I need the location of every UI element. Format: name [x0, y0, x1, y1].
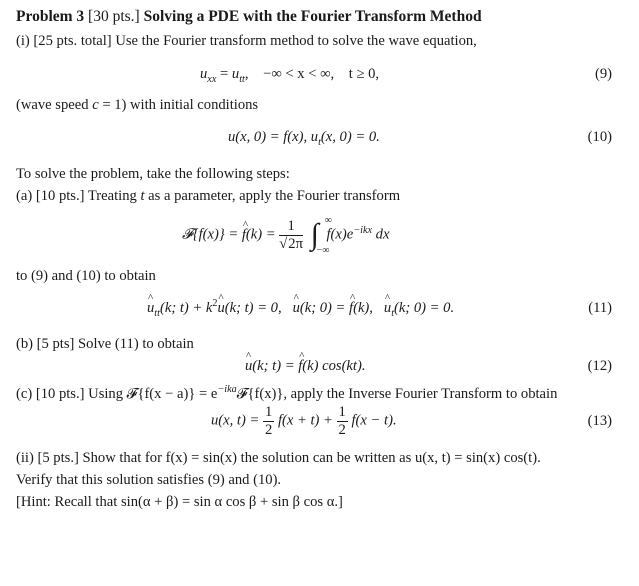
eq11-uhat-2: ^ u [217, 300, 224, 317]
integral-icon [310, 215, 332, 257]
equation-number-13: (13) [587, 413, 612, 429]
step-c-label: (c) [10 pts.] [16, 386, 85, 402]
part-ii-line2: Verify that this solution satisfies (9) and (10). [16, 472, 282, 488]
eq11-part10: (k; 0) = 0. [394, 300, 455, 316]
eq13-half-num: 1 [265, 404, 273, 420]
eq12-part4: (k) cos(kt). [302, 358, 366, 374]
problem-points: [30 pts.] [88, 8, 140, 25]
eq10-sub: t [318, 136, 321, 148]
step-b-body: Solve (11) to obtain [78, 336, 194, 352]
eq11-sub-tt: tt [154, 307, 160, 319]
eq13-lhs: u(x, t) = [211, 412, 263, 429]
ft-fhat: ^ f [242, 227, 246, 244]
eq10-part1: u(x, 0) = f(x), u [228, 129, 319, 145]
ft-integrand: f(x)e [326, 226, 354, 243]
part-ii-label: (ii) [5 pts.] [16, 450, 79, 466]
eq9-lhs: u [200, 66, 208, 82]
equation-number-9: (9) [594, 66, 612, 82]
equation-number-11: (11) [588, 300, 612, 316]
eq9-rhs: u [231, 66, 240, 82]
equation-13 [211, 404, 397, 439]
eq13-half-2 [337, 404, 348, 439]
ft-frac-den [279, 236, 303, 253]
fourier-transform-definition [182, 215, 390, 257]
part-ii-hint: [Hint: Recall that sin(α + β) = sin α cos β + sin β cos α.] [16, 494, 343, 510]
eq11-fhat: ^ f [349, 300, 353, 317]
eq13-half-1 [263, 404, 274, 439]
step-c-suffix: 𝓕{f(x)}, apply the Inverse Fourier Transform to obtain [236, 386, 558, 402]
step-a-prefix: Treating [87, 188, 141, 204]
ft-lhs: 𝓕{f(x)} = [182, 226, 242, 243]
eq11-sup: 2 [212, 298, 218, 310]
wave-speed-prefix: (wave speed [16, 97, 93, 113]
equation-number-10: (10) [587, 129, 612, 145]
integral-upper: ∞ [324, 215, 332, 227]
part-i-intro [16, 33, 477, 50]
eq12-uhat: ^ u [245, 358, 252, 375]
eq12-fhat: ^ f [298, 358, 302, 375]
step-a-suffix: as a parameter, apply the Fourier transform [144, 188, 401, 204]
eq11-uhat: ^ u [147, 300, 154, 317]
ft-exponent: −ikx [353, 224, 373, 236]
equation-11 [147, 300, 454, 317]
eq11-part2: (k; t) + k [159, 300, 213, 316]
eq11-part4: (k; t) = 0, [224, 300, 293, 316]
eq11-uhat-3: ^ u [293, 300, 300, 317]
problem-heading: Solving a PDE with the Fourier Transform Method [143, 8, 482, 25]
step-b-label: (b) [5 pts] [16, 336, 75, 352]
eq13-half2-den: 2 [338, 421, 346, 438]
ft-frac-num: 1 [279, 218, 303, 236]
eq11-uhat-4: ^ u [384, 300, 391, 317]
ft-frac-den-value: 2π [288, 235, 303, 252]
step-c-text [16, 386, 557, 403]
eq13-half2-num: 1 [338, 404, 346, 420]
eq10-part2: (x, 0) = 0. [320, 129, 380, 145]
eq12-part2: (k; t) = [252, 358, 299, 374]
equation-10 [228, 129, 380, 146]
wave-speed-suffix: = 1) with initial conditions [98, 97, 259, 113]
step-a-after: to (9) and (10) to obtain [16, 268, 156, 284]
step-c-prefix: Using 𝓕{f(x − a)} = e [88, 386, 218, 402]
step-c-exponent: −ika [217, 384, 237, 396]
ft-dx: dx [372, 226, 390, 243]
integral-lower: −∞ [316, 245, 330, 257]
wave-speed-var: c [92, 97, 99, 113]
part-i-text: Use the Fourier transform method to solve the wave equation, [115, 33, 477, 49]
problem-number: Problem 3 [16, 8, 85, 25]
sqrt-icon: √ [279, 235, 288, 252]
integral-sign: ∫ [310, 218, 319, 252]
step-b-text [16, 336, 194, 353]
eq9-equals: = [216, 66, 232, 82]
eq11-part8: (k), [353, 300, 384, 316]
step-a-text [16, 188, 400, 205]
step-a-var: t [140, 188, 145, 204]
eq9-domain: , −∞ < x < ∞, t ≥ 0, [244, 66, 380, 82]
equation-12 [245, 358, 365, 375]
ft-fraction [279, 218, 303, 253]
problem-title [16, 8, 482, 26]
equation-9 [200, 66, 379, 83]
wave-speed-text [16, 97, 258, 114]
eq11-part6: (k; 0) = [299, 300, 350, 316]
eq9-rhs-sub: tt [239, 73, 245, 85]
step-a-label: (a) [10 pts.] [16, 188, 85, 204]
eq13-term1: f(x + t) + [274, 412, 337, 429]
eq11-sub-t: t [391, 307, 395, 319]
part-ii-body: Show that for f(x) = sin(x) the solution can be written as u(x, t) = sin(x) cos(t). [82, 450, 541, 466]
steps-intro: To solve the problem, take the following steps: [16, 166, 290, 182]
equation-number-12: (12) [587, 358, 612, 374]
eq13-half-den: 2 [265, 421, 273, 438]
eq13-term2: f(x − t). [347, 412, 397, 429]
eq9-lhs-sub: xx [207, 73, 217, 85]
ft-fhat-arg: (k) = [245, 226, 280, 243]
part-ii-line1 [16, 450, 541, 467]
part-i-label: (i) [25 pts. total] [16, 33, 112, 49]
